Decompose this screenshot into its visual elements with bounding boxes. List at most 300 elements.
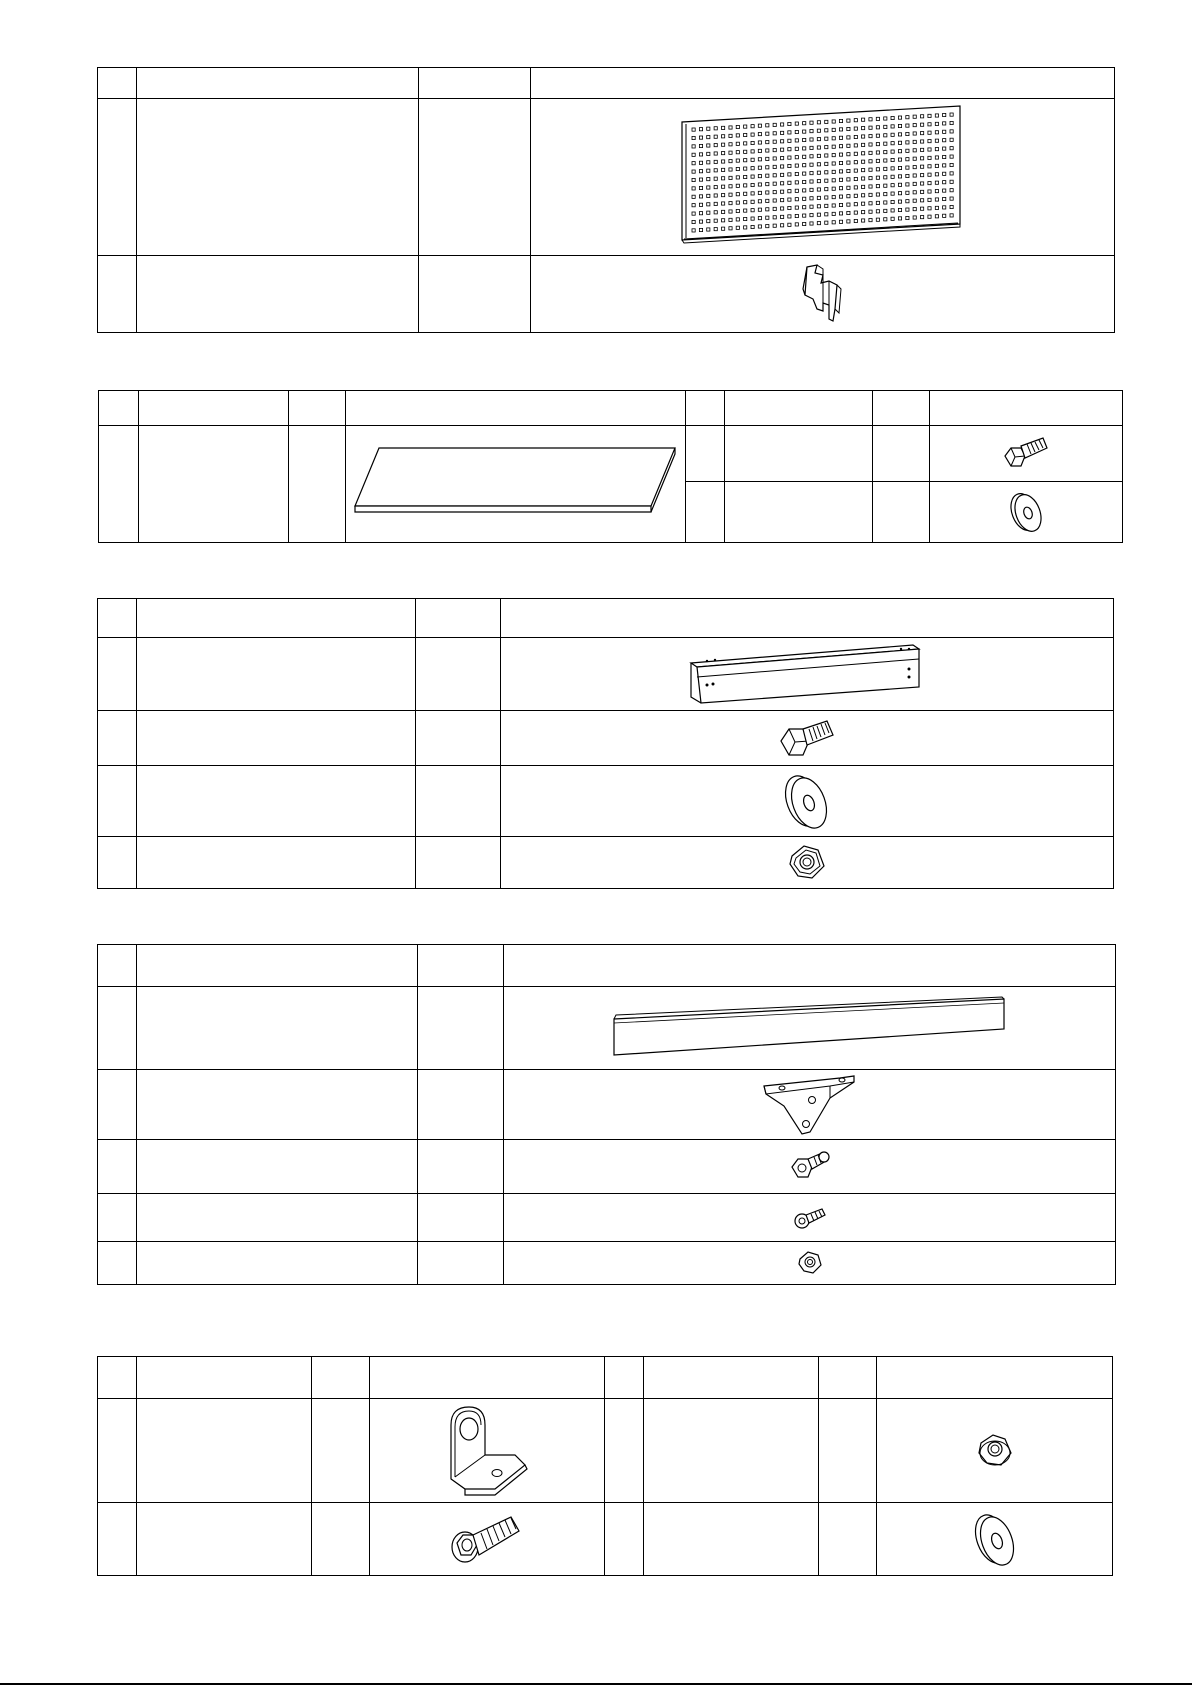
peg-hole xyxy=(876,201,879,204)
illustration-cell xyxy=(504,1194,1116,1242)
peg-hole xyxy=(773,216,776,219)
peg-hole xyxy=(802,206,805,209)
header-no xyxy=(98,1357,137,1399)
peg-hole xyxy=(950,138,953,141)
peg-hole xyxy=(832,162,835,165)
table-header-row xyxy=(98,945,1116,987)
peg-hole xyxy=(736,167,739,170)
peg-hole xyxy=(898,166,901,169)
peg-hole xyxy=(898,175,901,178)
peg-hole xyxy=(950,163,953,166)
peg-hole xyxy=(795,156,798,159)
peg-hole xyxy=(913,149,916,152)
peg-hole xyxy=(743,217,746,220)
part-name-2 xyxy=(725,482,873,543)
table-row xyxy=(98,1503,1113,1576)
peg-hole xyxy=(787,139,790,142)
panel-clip-icon xyxy=(793,259,853,329)
peg-hole xyxy=(950,205,953,208)
peg-hole xyxy=(765,191,768,194)
peg-hole xyxy=(876,176,879,179)
peg-hole xyxy=(905,141,908,144)
peg-hole xyxy=(920,123,923,126)
peg-hole xyxy=(721,202,724,205)
peg-hole xyxy=(699,153,702,156)
peg-hole xyxy=(854,127,857,130)
peg-hole xyxy=(905,208,908,211)
peg-hole xyxy=(913,199,916,202)
peg-hole xyxy=(817,138,820,141)
peg-hole xyxy=(935,215,938,218)
parts-table-shelf xyxy=(98,390,1123,543)
peg-hole xyxy=(706,220,709,223)
peg-hole xyxy=(824,213,827,216)
peg-hole xyxy=(692,128,695,131)
peg-hole xyxy=(868,135,871,138)
peg-hole xyxy=(692,187,695,190)
peg-hole xyxy=(743,133,746,136)
peg-hole xyxy=(913,182,916,185)
peg-hole xyxy=(868,185,871,188)
peg-hole xyxy=(721,219,724,222)
part-no xyxy=(98,1194,137,1242)
peg-hole xyxy=(773,132,776,135)
peg-hole xyxy=(942,206,945,209)
peg-hole xyxy=(898,116,901,119)
peg-hole xyxy=(699,203,702,206)
peg-hole xyxy=(839,203,842,206)
peg-hole xyxy=(876,218,879,221)
peg-hole xyxy=(773,224,776,227)
peg-hole xyxy=(736,226,739,229)
peg-hole xyxy=(795,122,798,125)
peg-hole xyxy=(765,216,768,219)
peg-hole xyxy=(883,117,886,120)
peg-hole xyxy=(787,215,790,218)
peg-hole xyxy=(728,151,731,154)
peg-hole xyxy=(905,200,908,203)
socket-screw-icon xyxy=(792,1203,828,1233)
peg-hole xyxy=(765,183,768,186)
peg-hole xyxy=(832,179,835,182)
part-name xyxy=(137,711,416,766)
peg-hole xyxy=(883,134,886,137)
peg-hole xyxy=(942,181,945,184)
peg-hole xyxy=(795,223,798,226)
peg-hole xyxy=(692,136,695,139)
peg-hole xyxy=(861,185,864,188)
peg-hole xyxy=(728,126,731,129)
peg-hole xyxy=(692,195,695,198)
peg-hole xyxy=(861,177,864,180)
peg-hole xyxy=(758,149,761,152)
peg-hole xyxy=(736,159,739,162)
parts-table-crossbeam xyxy=(97,598,1114,889)
peg-hole xyxy=(736,142,739,145)
peg-hole xyxy=(876,159,879,162)
peg-hole xyxy=(824,154,827,157)
peg-hole xyxy=(773,199,776,202)
peg-hole xyxy=(891,184,894,187)
peg-hole xyxy=(927,190,930,193)
peg-hole xyxy=(839,145,842,148)
peg-hole xyxy=(913,191,916,194)
peg-hole xyxy=(854,186,857,189)
peg-hole xyxy=(891,150,894,153)
small-nut-icon xyxy=(796,1249,824,1277)
table-header-row xyxy=(98,1357,1113,1399)
peg-hole xyxy=(846,161,849,164)
part-name xyxy=(137,766,416,837)
illustration-cell xyxy=(501,638,1114,711)
peg-hole xyxy=(758,191,761,194)
peg-hole xyxy=(809,222,812,225)
peg-hole xyxy=(905,191,908,194)
peg-hole xyxy=(935,148,938,151)
peg-hole xyxy=(854,194,857,197)
peg-hole xyxy=(883,176,886,179)
peg-hole xyxy=(824,137,827,140)
part-no xyxy=(98,256,137,333)
peg-hole xyxy=(714,152,717,155)
peg-hole xyxy=(795,130,798,133)
peg-hole xyxy=(773,140,776,143)
peg-hole xyxy=(898,192,901,195)
peg-hole xyxy=(780,131,783,134)
peg-hole xyxy=(699,170,702,173)
peg-hole xyxy=(868,126,871,129)
illustration-cell xyxy=(370,1399,605,1503)
peg-hole xyxy=(699,178,702,181)
peg-hole xyxy=(787,122,790,125)
peg-hole xyxy=(743,209,746,212)
peg-hole xyxy=(883,209,886,212)
peg-hole xyxy=(920,199,923,202)
part-name-2 xyxy=(644,1399,819,1503)
peg-hole xyxy=(714,127,717,130)
peg-hole xyxy=(935,190,938,193)
peg-hole xyxy=(920,182,923,185)
peg-hole xyxy=(898,141,901,144)
peg-hole xyxy=(883,151,886,154)
peg-hole xyxy=(846,136,849,139)
peg-hole xyxy=(839,128,842,131)
part-no xyxy=(98,1070,137,1140)
peg-hole xyxy=(773,123,776,126)
peg-hole xyxy=(950,172,953,175)
illustration-cell xyxy=(504,1242,1116,1285)
part-no-2 xyxy=(686,482,725,543)
peg-hole xyxy=(920,115,923,118)
peg-hole xyxy=(817,163,820,166)
peg-hole xyxy=(699,144,702,147)
peg-hole xyxy=(935,164,938,167)
peg-hole xyxy=(854,144,857,147)
peg-hole xyxy=(854,135,857,138)
peg-hole xyxy=(883,142,886,145)
peg-hole xyxy=(898,124,901,127)
header-name xyxy=(137,1357,312,1399)
peg-hole xyxy=(868,177,871,180)
peg-hole xyxy=(692,229,695,232)
peg-hole xyxy=(935,198,938,201)
part-qty xyxy=(416,638,501,711)
peg-hole xyxy=(905,216,908,219)
part-no xyxy=(98,638,137,711)
peg-hole xyxy=(809,180,812,183)
peg-hole xyxy=(751,183,754,186)
peg-hole xyxy=(920,148,923,151)
peg-hole xyxy=(846,186,849,189)
peg-hole xyxy=(854,119,857,122)
peg-hole xyxy=(861,202,864,205)
peg-hole xyxy=(802,222,805,225)
peg-hole xyxy=(891,133,894,136)
peg-hole xyxy=(927,173,930,176)
header-name xyxy=(137,68,419,99)
peg-hole xyxy=(935,131,938,134)
peg-hole xyxy=(832,154,835,157)
peg-hole xyxy=(817,188,820,191)
peg-hole xyxy=(817,154,820,157)
peg-hole xyxy=(868,168,871,171)
peg-hole xyxy=(765,132,768,135)
peg-hole xyxy=(758,208,761,211)
part-qty xyxy=(418,1070,504,1140)
peg-hole xyxy=(824,196,827,199)
peg-hole xyxy=(706,161,709,164)
peg-hole xyxy=(795,164,798,167)
peg-hole xyxy=(861,194,864,197)
peg-hole xyxy=(751,150,754,153)
part-no xyxy=(98,987,137,1070)
part-name xyxy=(137,987,418,1070)
peg-hole xyxy=(846,169,849,172)
pegboard-panel-icon xyxy=(678,102,968,252)
peg-hole xyxy=(743,167,746,170)
peg-hole xyxy=(758,175,761,178)
peg-hole xyxy=(758,141,761,144)
part-qty xyxy=(418,987,504,1070)
peg-hole xyxy=(846,127,849,130)
peg-hole xyxy=(699,186,702,189)
peg-hole xyxy=(758,133,761,136)
peg-hole xyxy=(787,173,790,176)
peg-hole xyxy=(950,214,953,217)
part-qty xyxy=(289,426,346,543)
peg-hole xyxy=(795,189,798,192)
peg-hole xyxy=(927,198,930,201)
large-washer-icon xyxy=(970,1509,1020,1569)
peg-hole xyxy=(721,135,724,138)
peg-hole xyxy=(728,218,731,221)
peg-hole xyxy=(883,201,886,204)
peg-hole xyxy=(692,212,695,215)
header-no-2 xyxy=(605,1357,644,1399)
peg-hole xyxy=(942,214,945,217)
peg-hole xyxy=(950,113,953,116)
peg-hole xyxy=(795,198,798,201)
peg-hole xyxy=(751,125,754,128)
peg-hole xyxy=(898,150,901,153)
header-illustration-2 xyxy=(877,1357,1113,1399)
peg-hole xyxy=(780,207,783,210)
header-qty-2 xyxy=(819,1357,877,1399)
peg-hole xyxy=(728,160,731,163)
hex-bolt-icon xyxy=(777,715,837,761)
peg-hole xyxy=(854,152,857,155)
part-no-2 xyxy=(605,1399,644,1503)
peg-hole xyxy=(787,164,790,167)
part-name xyxy=(137,1399,312,1503)
peg-hole xyxy=(802,138,805,141)
table-row xyxy=(98,1242,1116,1285)
peg-hole xyxy=(846,220,849,223)
peg-hole xyxy=(809,155,812,158)
peg-hole xyxy=(728,168,731,171)
peg-hole xyxy=(861,219,864,222)
table-row xyxy=(98,256,1115,333)
part-name xyxy=(137,1503,312,1576)
peg-hole xyxy=(868,193,871,196)
peg-hole xyxy=(876,193,879,196)
table-row xyxy=(98,837,1114,889)
peg-hole xyxy=(787,190,790,193)
header-name-2 xyxy=(644,1357,819,1399)
peg-hole xyxy=(780,224,783,227)
peg-hole xyxy=(692,153,695,156)
peg-hole xyxy=(824,171,827,174)
peg-hole xyxy=(950,180,953,183)
illustration-cell xyxy=(930,482,1123,543)
peg-hole xyxy=(839,170,842,173)
peg-hole xyxy=(935,206,938,209)
peg-hole xyxy=(743,142,746,145)
peg-hole xyxy=(942,122,945,125)
peg-hole xyxy=(721,143,724,146)
table-row xyxy=(98,638,1114,711)
peg-hole xyxy=(736,209,739,212)
peg-hole xyxy=(802,130,805,133)
peg-hole xyxy=(802,122,805,125)
peg-hole xyxy=(824,179,827,182)
part-qty xyxy=(419,99,531,256)
peg-hole xyxy=(950,197,953,200)
peg-hole xyxy=(950,121,953,124)
part-qty xyxy=(416,711,501,766)
peg-hole xyxy=(714,144,717,147)
peg-hole xyxy=(868,210,871,213)
peg-hole xyxy=(868,143,871,146)
back-rail-icon xyxy=(610,995,1010,1061)
part-qty xyxy=(312,1503,370,1576)
peg-hole xyxy=(913,174,916,177)
peg-hole xyxy=(751,167,754,170)
peg-hole xyxy=(714,211,717,214)
peg-hole xyxy=(795,181,798,184)
peg-hole xyxy=(846,144,849,147)
peg-hole xyxy=(728,134,731,137)
peg-hole xyxy=(765,149,768,152)
peg-hole xyxy=(743,201,746,204)
peg-hole xyxy=(706,152,709,155)
peg-hole xyxy=(743,175,746,178)
peg-hole xyxy=(942,164,945,167)
part-name xyxy=(137,1194,418,1242)
peg-hole xyxy=(942,197,945,200)
peg-hole xyxy=(876,210,879,213)
peg-hole xyxy=(751,200,754,203)
peg-hole xyxy=(868,219,871,222)
table-row xyxy=(98,711,1114,766)
peg-hole xyxy=(883,125,886,128)
peg-hole xyxy=(832,145,835,148)
peg-hole xyxy=(942,147,945,150)
header-name-2 xyxy=(725,391,873,426)
peg-hole xyxy=(706,186,709,189)
peg-hole xyxy=(751,209,754,212)
part-no xyxy=(98,1503,137,1576)
peg-hole xyxy=(854,203,857,206)
header-illustration xyxy=(501,599,1114,638)
peg-hole xyxy=(935,139,938,142)
peg-hole xyxy=(942,139,945,142)
peg-hole xyxy=(809,146,812,149)
peg-hole xyxy=(765,225,768,228)
header-name xyxy=(139,391,289,426)
peg-hole xyxy=(773,191,776,194)
peg-hole xyxy=(898,208,901,211)
peg-hole xyxy=(736,193,739,196)
peg-hole xyxy=(728,185,731,188)
part-qty xyxy=(416,766,501,837)
peg-hole xyxy=(736,201,739,204)
part-qty xyxy=(419,256,531,333)
peg-hole xyxy=(905,124,908,127)
peg-hole xyxy=(773,207,776,210)
peg-hole xyxy=(714,228,717,231)
header-no xyxy=(99,391,139,426)
peg-hole xyxy=(824,129,827,132)
illustration-cell xyxy=(531,99,1115,256)
peg-hole xyxy=(773,165,776,168)
peg-hole xyxy=(920,165,923,168)
peg-hole xyxy=(913,132,916,135)
peg-hole xyxy=(920,132,923,135)
peg-hole xyxy=(773,174,776,177)
part-qty-2 xyxy=(819,1503,877,1576)
flat-washer-icon xyxy=(1006,489,1046,535)
peg-hole xyxy=(773,149,776,152)
l-bracket-icon xyxy=(445,1403,529,1499)
peg-hole xyxy=(736,134,739,137)
part-no-2 xyxy=(605,1503,644,1576)
peg-hole xyxy=(861,169,864,172)
peg-hole xyxy=(706,144,709,147)
header-no-2 xyxy=(686,391,725,426)
peg-hole xyxy=(891,125,894,128)
peg-hole xyxy=(861,160,864,163)
peg-hole xyxy=(751,175,754,178)
peg-hole xyxy=(846,178,849,181)
part-name xyxy=(137,837,416,889)
header-qty xyxy=(418,945,504,987)
peg-hole xyxy=(728,210,731,213)
illustration-cell xyxy=(877,1399,1113,1503)
peg-hole xyxy=(780,157,783,160)
header-no xyxy=(98,599,137,638)
peg-hole xyxy=(854,169,857,172)
